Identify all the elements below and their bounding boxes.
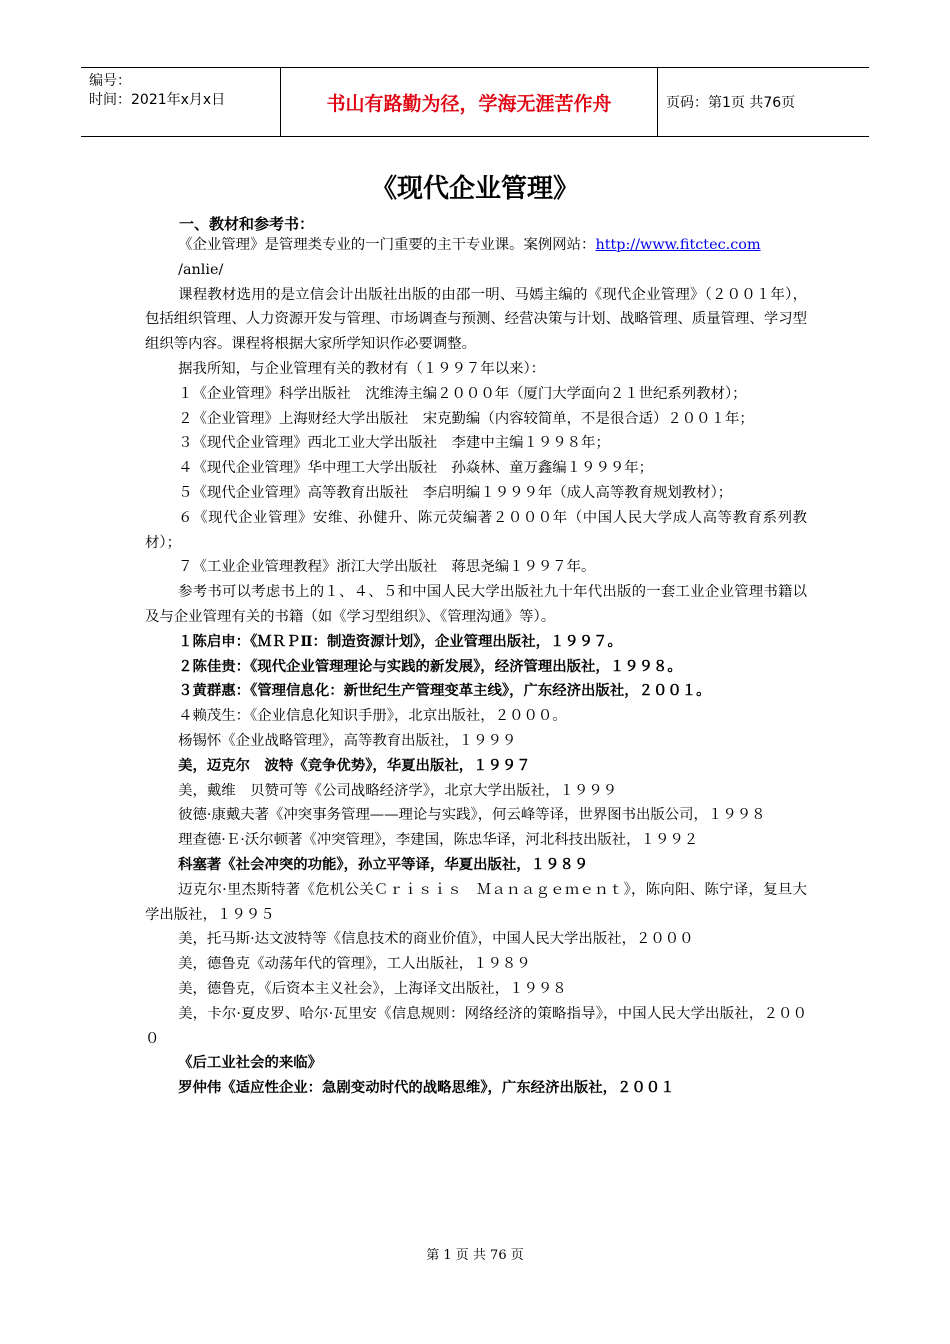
textbook-item: ７《工业企业管理教程》浙江大学出版社 蒋思尧编１９９７年。 xyxy=(178,559,596,576)
reference-item: 美，托马斯·达文波特等《信息技术的商业价值》，中国人民大学出版社，２０００ xyxy=(178,931,694,948)
header-time-label: 时间：2021年x月x日 xyxy=(89,92,226,108)
textbook-paragraph: 课程教材选用的是立信会计出版社出版的由邵一明、马嫣主编的《现代企业管理》（２００１年），包括组织管理、人力资源开发与管理、市场调查与预测、经营决策与计划、战略管理、质量管理、学习型组织等内容。课程将根据大家所学知识作必要调整。 xyxy=(145,286,807,353)
reference-item: 迈克尔·里杰斯特著《危机公关Ｃｒｉｓｉｓ Ｍａｎａｇｅｍｅｎｔ》，陈向阳、陈宁译，复旦大学出版社，１９９５ xyxy=(145,881,807,923)
link-suffix: /anlie/ xyxy=(178,261,224,278)
textbook-item: １《企业管理》科学出版社 沈维涛主编２０００年（厦门大学面向２１世纪系列教材）； xyxy=(178,385,747,402)
reference-item: １陈启申：《ＭＲＰⅡ：制造资源计划》，企业管理出版社，１９９７。 xyxy=(178,632,622,650)
reference-item: 美，迈克尔 波特《竞争优势》，华夏出版社，１９９７ xyxy=(178,756,531,774)
textbook-item: ４《现代企业管理》华中理工大学出版社 孙焱林、童万鑫编１９９９年； xyxy=(178,460,654,477)
header-number-label: 编号： xyxy=(89,73,131,89)
reference-item: 美，德鲁克，《后资本主义社会》，上海译文出版社，１９９８ xyxy=(178,980,567,997)
textbook-item: ３《现代企业管理》西北工业大学出版社 李建中主编１９９８年； xyxy=(178,435,610,452)
document-body xyxy=(145,233,807,1101)
reference-item: 杨锡怀《企业战略管理》，高等教育出版社，１９９９ xyxy=(178,732,517,749)
header-meta-cell xyxy=(81,68,281,136)
page-footer: 第 1 页 共 76 页 xyxy=(426,1248,524,1263)
reference-item: 科塞著《社会冲突的功能》，孙立平等译，华夏出版社，１９８９ xyxy=(178,855,589,873)
reference-item: ４赖茂生：《企业信息化知识手册》，北京出版社，２０００。 xyxy=(178,708,567,725)
reference-list xyxy=(145,630,807,1101)
header-page-info: 页码：第1页 共76页 xyxy=(666,95,796,111)
reference-paragraph: 参考书可以考虑书上的１、４、５和中国人民大学出版社九十年代出版的一套工业企业管理书籍以及与企业管理有关的书籍（如《学习型组织》、《管理沟通》等）。 xyxy=(145,584,807,625)
textbook-item: ２《企业管理》上海财经大学出版社 宋克勤编（内容较简单，不是很合适）２００１年； xyxy=(178,410,754,427)
textbook-item: ５《现代企业管理》高等教育出版社 李启明编１９９９年（成人高等教育规划教材）； xyxy=(178,484,733,501)
reference-item: 美，德鲁克《动荡年代的管理》，工人出版社，１９８９ xyxy=(178,956,531,973)
reference-item: 美，戴维 贝赞可等《公司战略经济学》，北京大学出版社，１９９９ xyxy=(178,782,618,799)
reference-item: ３黄群惠：《管理信息化：新世纪生产管理变革主线》，广东经济出版社，２００１。 xyxy=(178,682,711,700)
textbook-item: ６《现代企业管理》安维、孙健升、陈元荧编著２０００年（中国人民大学成人高等教育系列教材）； xyxy=(145,509,807,551)
section-heading-textbooks: 一、教材和参考书： xyxy=(179,215,315,233)
known-textbooks-paragraph: 据我所知，与企业管理有关的教材有（１９９７年以来）： xyxy=(178,360,546,377)
reference-item: 理查德·Ｅ·沃尔顿著《冲突管理》，李建国，陈忠华译，河北科技出版社，１９９２ xyxy=(178,832,699,849)
reference-item: ２陈佳贵：《现代企业管理理论与实践的新发展》，经济管理出版社，１９９８。 xyxy=(178,657,682,675)
reference-item: 《后工业社会的来临》 xyxy=(178,1054,323,1072)
case-website-link[interactable]: http://www.fitctec.com xyxy=(595,237,761,253)
intro-text: 《企业管理》是管理类专业的一门重要的主干专业课。案例网站： xyxy=(178,237,596,253)
reference-item: 美，卡尔·夏皮罗、哈尔·瓦里安《信息规则：网络经济的策略指导》，中国人民大学出版社，２０００ xyxy=(145,1005,807,1047)
header-motto: 书山有路勤为径，学海无涯苦作舟 xyxy=(281,68,658,136)
intro-paragraph xyxy=(145,233,807,258)
document-title: 《现代企业管理》 xyxy=(370,174,579,204)
reference-item: 彼德·康戴夫著《冲突事务管理——理论与实践》，何云峰等译，世界图书出版公司，１９９８ xyxy=(178,807,766,824)
reference-item: 罗仲伟《适应性企业：急剧变动时代的战略思维》，广东经济出版社，２００１ xyxy=(178,1079,675,1097)
page-header-table xyxy=(81,67,869,137)
